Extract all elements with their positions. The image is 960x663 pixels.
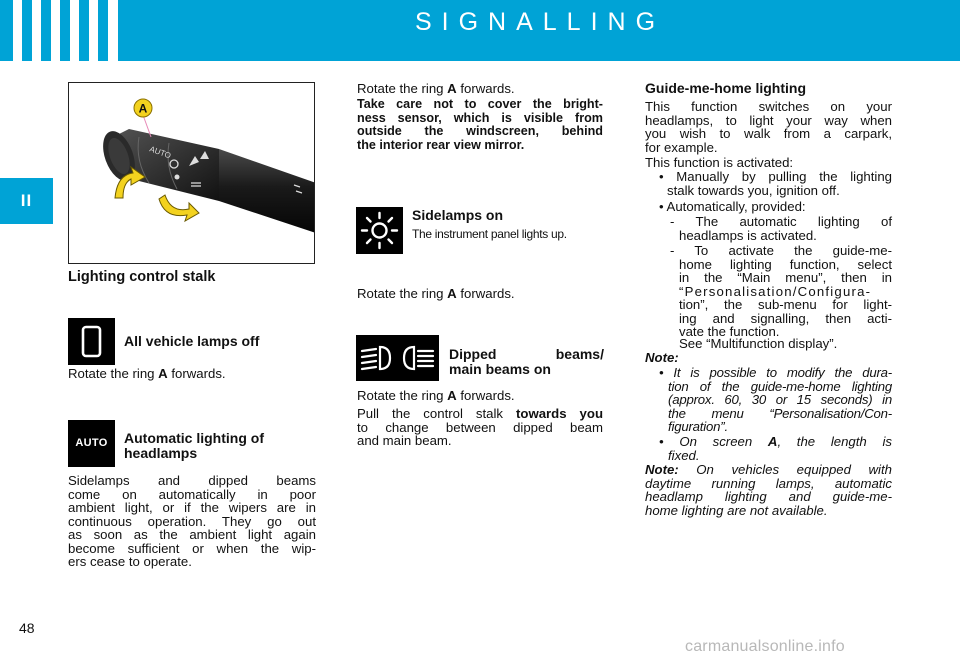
sidelamps-icon [356,207,403,254]
activated-label: This function is activated: [645,155,794,170]
note-bullet-2: • On screen A, the length is fixed. [659,434,892,463]
auto-bullet: • Automatically, provided: [659,199,806,214]
manual-bullet: • Manually by pulling the lighting stalk towards you, ignition off. [659,169,892,198]
lamps-off-heading: All vehicle lamps off [124,333,260,349]
lighting-stalk-figure [68,82,315,264]
page-number: 48 [19,620,35,636]
sidelamps-heading: Sidelamps on [412,207,504,223]
watermark: carmanualsonline.info [685,638,845,655]
lamps-off-icon [68,318,115,365]
note-2: Note: On vehicles equipped with daytime running lamps, automatic headlamp lighting and guide-me- home lighting are not available. [645,462,892,518]
dipped-rotate-text: Rotate the ring A forwards. [357,388,515,403]
dipped-pull-text: Pull the control stalk towards you to change between dipped beam and main beam. [357,406,603,448]
intro-rotate-text: Rotate the ring A forwards. [357,81,515,96]
stalk-auto-label: AUTO [148,144,173,161]
chapter-tab: II [0,178,53,224]
sidelamps-note: The instrument panel lights up. [412,227,567,241]
figure-caption: Lighting control stalk [68,269,216,285]
auto-lighting-text: Sidelamps and dipped beams come on automatically in poor ambient light, or if the wipers are in continuous operation. They go out as soon as the ambient light again become sufficient or when the wip- ers cease to operate. [68,473,316,569]
lighting-stalk-illustration [69,83,315,264]
dash-item-2: - To activate the guide-me- home lighting function, select in the “Main menu”, then in “Personalisation/Configura- tion”, the sub-menu for light- ing and signalling, then acti- vate the function. [670,243,892,339]
sensor-warning: Take care not to cover the bright- ness sensor, which is visible from outside the windscreen, behind the interior rear view mirror. [357,97,603,152]
guide-me-home-heading: Guide-me-home lighting [645,80,806,96]
see-multifunction: See “Multifunction display”. [679,336,838,351]
rotate-arrow-icon [159,195,199,221]
auto-lighting-heading: Automatic lighting of headlamps [124,430,264,461]
auto-lighting-icon: AUTO [68,420,115,467]
page-title: SIGNALLING [414,8,666,36]
dash-item-1: - The automatic lighting of headlamps is activated. [670,214,892,243]
page-header [0,0,960,61]
callout-a-label: A [138,101,148,116]
guide-me-home-intro: This function switches on your headlamps, to light your way when you wish to walk from a carpark, for example. [645,99,892,155]
note-bullet-1: • It is possible to modify the dura- tion of the guide-me-home lighting (approx. 60, 30 or 15 seconds) in the menu “Personalisation/Con- figuration”. [659,365,892,434]
lamps-off-text: Rotate the ring A forwards. [68,366,226,381]
dipped-main-beam-icon [356,335,439,381]
dipped-main-heading: Dipped beams/ main beams on [449,346,604,377]
note-label: Note: [645,350,679,365]
sidelamps-rotate-text: Rotate the ring A forwards. [357,286,515,301]
